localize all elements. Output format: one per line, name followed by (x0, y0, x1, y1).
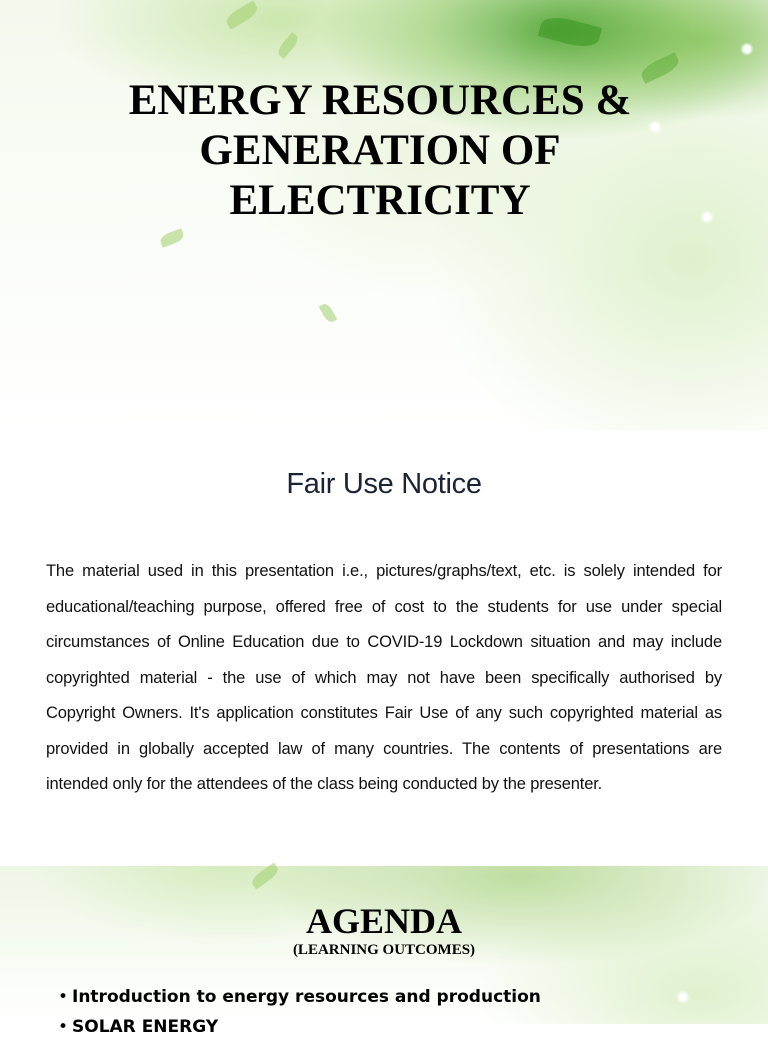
list-item-text: SOLAR ENERGY (72, 1017, 219, 1037)
presentation-title (90, 76, 670, 226)
title-line: ENERGY RESOURCES & (128, 77, 632, 124)
sparkle-decoration (740, 42, 754, 56)
agenda-list (58, 982, 541, 1042)
sparkle-decoration (700, 210, 714, 224)
title-line: GENERATION OF (199, 127, 561, 174)
agenda-subtitle: (LEARNING OUTCOMES) (292, 942, 476, 958)
leaf-decoration (538, 13, 602, 52)
notice-heading: Fair Use Notice (286, 468, 482, 500)
bullet-icon: • (58, 987, 69, 1007)
leaf-decoration (159, 228, 186, 247)
title-slide (0, 0, 768, 430)
sparkle-decoration (676, 990, 690, 1004)
agenda-title: AGENDA (305, 901, 462, 941)
leaf-decoration (319, 302, 338, 324)
list-item (58, 982, 541, 1012)
bullet-icon: • (58, 1017, 69, 1037)
notice-body: The material used in this presentation i.e., pictures/graphs/text, etc. is solely intended for educational/teaching purpose, offered free of cost to the students for use under special circumstances of Online Education due to COVID-19 Lockdown situation and may include copyrighted material - the use of which may not have been specifically authorised by Copyright Owners. It's application constitutes Fair Use of any such copyrighted material as provided in globally accepted law of many countries. The contents of presentations are intended only for the attendees of the class being conducted by the presenter. (46, 562, 722, 793)
list-item-text: Introduction to energy resources and production (72, 987, 541, 1007)
title-line: ELECTRICITY (229, 177, 531, 224)
leaf-decoration (224, 0, 260, 29)
leaf-decoration (275, 32, 300, 59)
leaf-decoration (249, 862, 280, 889)
agenda-slide (0, 866, 768, 1037)
fair-use-slide (0, 430, 768, 866)
list-item (58, 1012, 541, 1042)
